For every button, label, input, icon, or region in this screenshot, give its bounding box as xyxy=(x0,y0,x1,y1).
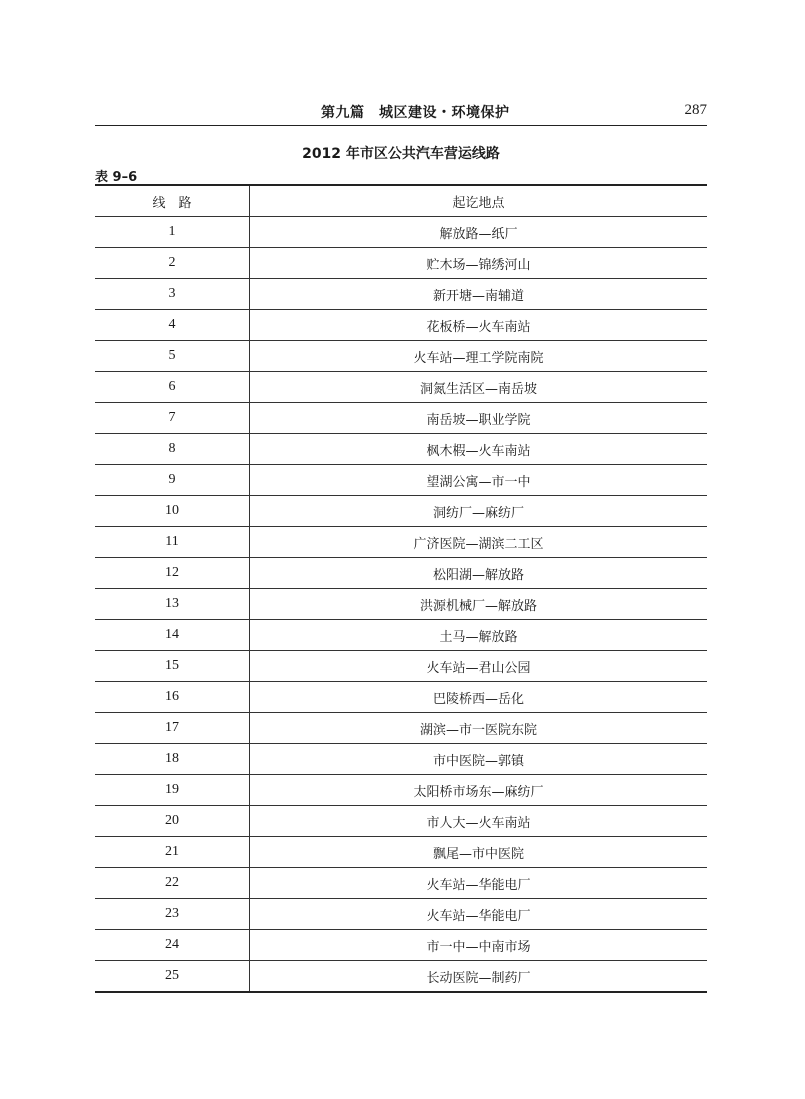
table-row xyxy=(95,775,707,806)
table-row xyxy=(95,279,707,310)
route-line-number: 25 xyxy=(95,961,250,993)
route-stops: 火车站—君山公园 xyxy=(250,651,708,682)
route-stops: 洞氮生活区—南岳坡 xyxy=(250,372,708,403)
page-number: 287 xyxy=(684,102,707,118)
route-line-number: 7 xyxy=(95,403,250,434)
route-line-number: 10 xyxy=(95,496,250,527)
route-stops: 市一中—中南市场 xyxy=(250,930,708,961)
route-stops: 洞纺厂—麻纺厂 xyxy=(250,496,708,527)
table-row xyxy=(95,217,707,248)
table-row xyxy=(95,372,707,403)
route-stops: 贮木场—锦绣河山 xyxy=(250,248,708,279)
table-row xyxy=(95,744,707,775)
route-line-number: 21 xyxy=(95,837,250,868)
table-row xyxy=(95,930,707,961)
route-line-number: 16 xyxy=(95,682,250,713)
table-row xyxy=(95,837,707,868)
route-line-number: 20 xyxy=(95,806,250,837)
table-row xyxy=(95,868,707,899)
table-row xyxy=(95,434,707,465)
route-line-number: 2 xyxy=(95,248,250,279)
table-row xyxy=(95,496,707,527)
route-stops: 南岳坡—职业学院 xyxy=(250,403,708,434)
column-header-stops: 起讫地点 xyxy=(250,185,708,217)
table-row xyxy=(95,558,707,589)
route-stops: 长动医院—制药厂 xyxy=(426,970,531,986)
table-header-row xyxy=(95,185,707,217)
table-row xyxy=(95,465,707,496)
table-row xyxy=(95,806,707,837)
route-stops: 湖滨—市一医院东院 xyxy=(250,713,708,744)
route-line-number: 12 xyxy=(95,558,250,589)
route-stops: 花板桥—火车南站 xyxy=(250,310,708,341)
route-stops: 火车站—理工学院南院 xyxy=(250,341,708,372)
route-line-number: 22 xyxy=(95,868,250,899)
table-row xyxy=(95,620,707,651)
route-stops: 望湖公寓—市一中 xyxy=(250,465,708,496)
route-line-number: 23 xyxy=(95,899,250,930)
table-row xyxy=(95,713,707,744)
route-stops: 巴陵桥西—岳化 xyxy=(250,682,708,713)
route-line-number: 19 xyxy=(95,775,250,806)
table-title: 2012 年市区公共汽车营运线路 xyxy=(302,146,500,162)
route-stops: 新开塘—南辅道 xyxy=(250,279,708,310)
route-line-number: 24 xyxy=(95,930,250,961)
route-stops: 市人大—火车南站 xyxy=(250,806,708,837)
route-line-number: 6 xyxy=(95,372,250,403)
table-row xyxy=(95,341,707,372)
table-row xyxy=(95,403,707,434)
table-row xyxy=(95,682,707,713)
table-body xyxy=(95,217,707,993)
route-line-number: 11 xyxy=(95,527,250,558)
route-line-number: 17 xyxy=(95,713,250,744)
table-row xyxy=(95,961,707,993)
route-line-number: 3 xyxy=(95,279,250,310)
table-row xyxy=(95,899,707,930)
route-line-number: 5 xyxy=(95,341,250,372)
route-line-number: 15 xyxy=(95,651,250,682)
route-stops: 洪源机械厂—解放路 xyxy=(250,589,708,620)
table-row xyxy=(95,651,707,682)
running-head xyxy=(95,102,707,124)
route-stops: 太阳桥市场东—麻纺厂 xyxy=(250,775,708,806)
route-line-number: 13 xyxy=(95,589,250,620)
route-stops: 飘尾—市中医院 xyxy=(250,837,708,868)
route-line-number: 18 xyxy=(95,744,250,775)
route-line-number: 9 xyxy=(95,465,250,496)
route-table xyxy=(95,184,707,993)
route-stops: 市中医院—郭镇 xyxy=(250,744,708,775)
route-stops: 解放路—纸厂 xyxy=(250,217,708,248)
table-label: 表 9–6 xyxy=(95,170,138,185)
route-stops: 枫木椵—火车南站 xyxy=(250,434,708,465)
route-line-number: 14 xyxy=(95,620,250,651)
table-row xyxy=(95,248,707,279)
table-row xyxy=(95,310,707,341)
header-rule xyxy=(95,125,707,126)
table-row xyxy=(95,527,707,558)
route-line-number: 4 xyxy=(95,310,250,341)
route-stops: 火车站—华能电厂 xyxy=(250,868,708,899)
table-row xyxy=(95,589,707,620)
column-header-line: 线 路 xyxy=(95,185,250,217)
route-stops: 松阳湖—解放路 xyxy=(250,558,708,589)
route-stops: 火车站—华能电厂 xyxy=(250,899,708,930)
route-stops: 土马—解放路 xyxy=(250,620,708,651)
route-stops: 广济医院—湖滨二工区 xyxy=(250,527,708,558)
route-line-number: 8 xyxy=(95,434,250,465)
route-line-number: 1 xyxy=(95,217,250,248)
section-title: 第九篇 城区建设・环境保护 xyxy=(321,105,510,121)
